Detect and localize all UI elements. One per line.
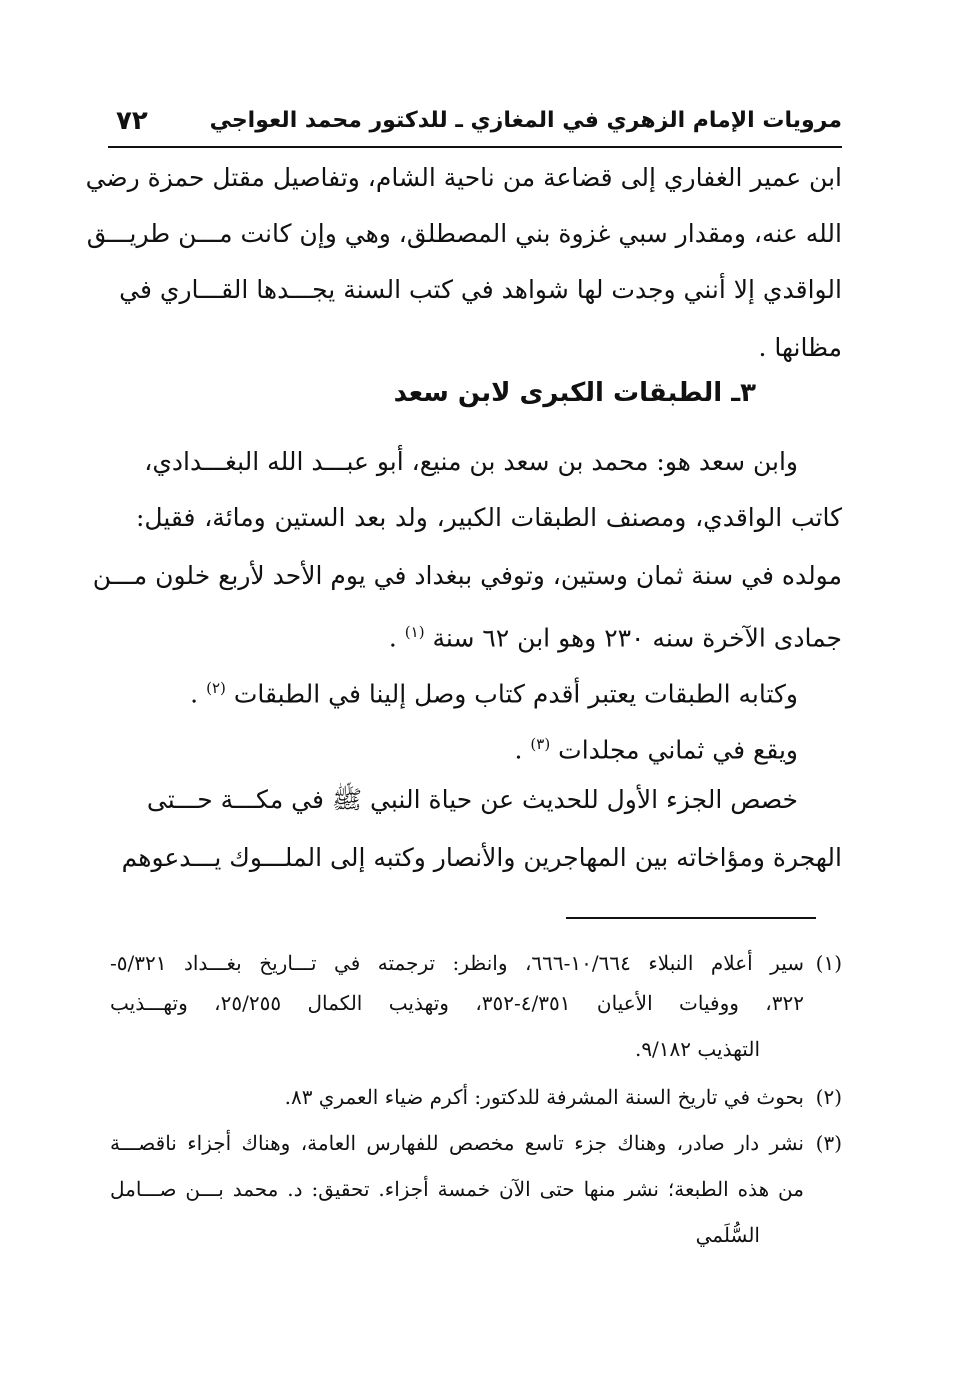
- footnote-line: السُّلَمي: [695, 1223, 760, 1247]
- page-header: [108, 106, 842, 148]
- running-title: مرويات الإمام الزهري في المغازي ـ للدكتور محمد العواجي: [209, 108, 842, 133]
- footnote-line: نشر دار صادر، وهناك جزء تاسع مخصص للفهارس العامة، وهناك أجزاء ناقصـــة: [110, 1131, 804, 1155]
- footnote-number: (٣): [815, 1131, 842, 1155]
- body-line: خصص الجزء الأول للحديث عن حياة النبي ﷺ في مكـــة حـــتى: [146, 785, 798, 814]
- footnote-ref-1[interactable]: (١): [404, 623, 425, 641]
- footnote-number: (١): [815, 951, 842, 975]
- body-line: وابن سعد هو: محمد بن سعد بن منيع، أبو عبـــد الله البغـــدادي،: [144, 447, 798, 476]
- footnote-line: بحوث في تاريخ السنة المشرفة للدكتور: أكرم ضياء العمري ٨٣.: [284, 1085, 804, 1109]
- body-line: مظانها .: [758, 333, 842, 362]
- body-line: الهجرة ومؤاخاته بين المهاجرين والأنصار وكتبه إلى الملـــوك يـــدعوهم: [121, 843, 842, 872]
- period: .: [514, 735, 523, 765]
- footnote-separator: [566, 917, 816, 919]
- body-line: مولده في سنة ثمان وستين، وتوفي ببغداد في يوم الأحد لأربع خلون مـــن: [92, 561, 842, 590]
- body-text: ويقع في ثماني مجلدات: [558, 735, 798, 765]
- page-number: ٧٢: [116, 106, 148, 136]
- footnote-line: سير أعلام النبلاء ١٠/٦٦٤-٦٦٦، وانظر: ترجمته في تـــاريخ بغـــداد ٥/٣٢١-: [110, 951, 805, 975]
- body-line: [389, 612, 842, 652]
- body-line: الواقدي إلا أنني وجدت لها شواهد في كتب السنة يجـــدها القـــاري في: [119, 275, 842, 304]
- body-line: [190, 668, 798, 708]
- footnote-ref-2[interactable]: (٢): [206, 679, 226, 697]
- body-line: ابن عمير الغفاري إلى قضاعة من ناحية الشام، وتفاصيل مقتل حمزة رضي: [85, 163, 842, 192]
- body-line: [515, 724, 798, 764]
- footnote-number: (٢): [815, 1085, 842, 1109]
- footnote-line: التهذيب ٩/١٨٢.: [634, 1037, 760, 1061]
- footnote-line: من هذه الطبعة؛ نشر منها حتى الآن خمسة أجزاء. تحقيق: د. محمد بـــن صـــامل: [110, 1177, 804, 1201]
- section-heading: ٣ـ الطبقات الكبرى لابن سعد: [393, 378, 756, 408]
- body-text: جمادى الآخرة سنه ٢٣٠ وهو ابن ٦٢ سنة: [432, 623, 842, 653]
- footnote-line: ٣٢٢، ووفيات الأعيان ٤/٣٥١-٣٥٢، وتهذيب الكمال ٢٥/٢٥٥، وتهـــذيب: [110, 991, 804, 1015]
- period: .: [190, 679, 199, 709]
- body-text: وكتابه الطبقات يعتبر أقدم كتاب وصل إلينا في الطبقات: [233, 679, 798, 709]
- footnote-ref-3[interactable]: (٣): [530, 735, 551, 753]
- period: .: [388, 623, 397, 653]
- body-line: الله عنه، ومقدار سبي غزوة بني المصطلق، وهي وإن كانت مـــن طريـــق: [86, 219, 842, 248]
- body-line: كاتب الواقدي، ومصنف الطبقات الكبير، ولد بعد الستين ومائة، فقيل:: [136, 503, 842, 532]
